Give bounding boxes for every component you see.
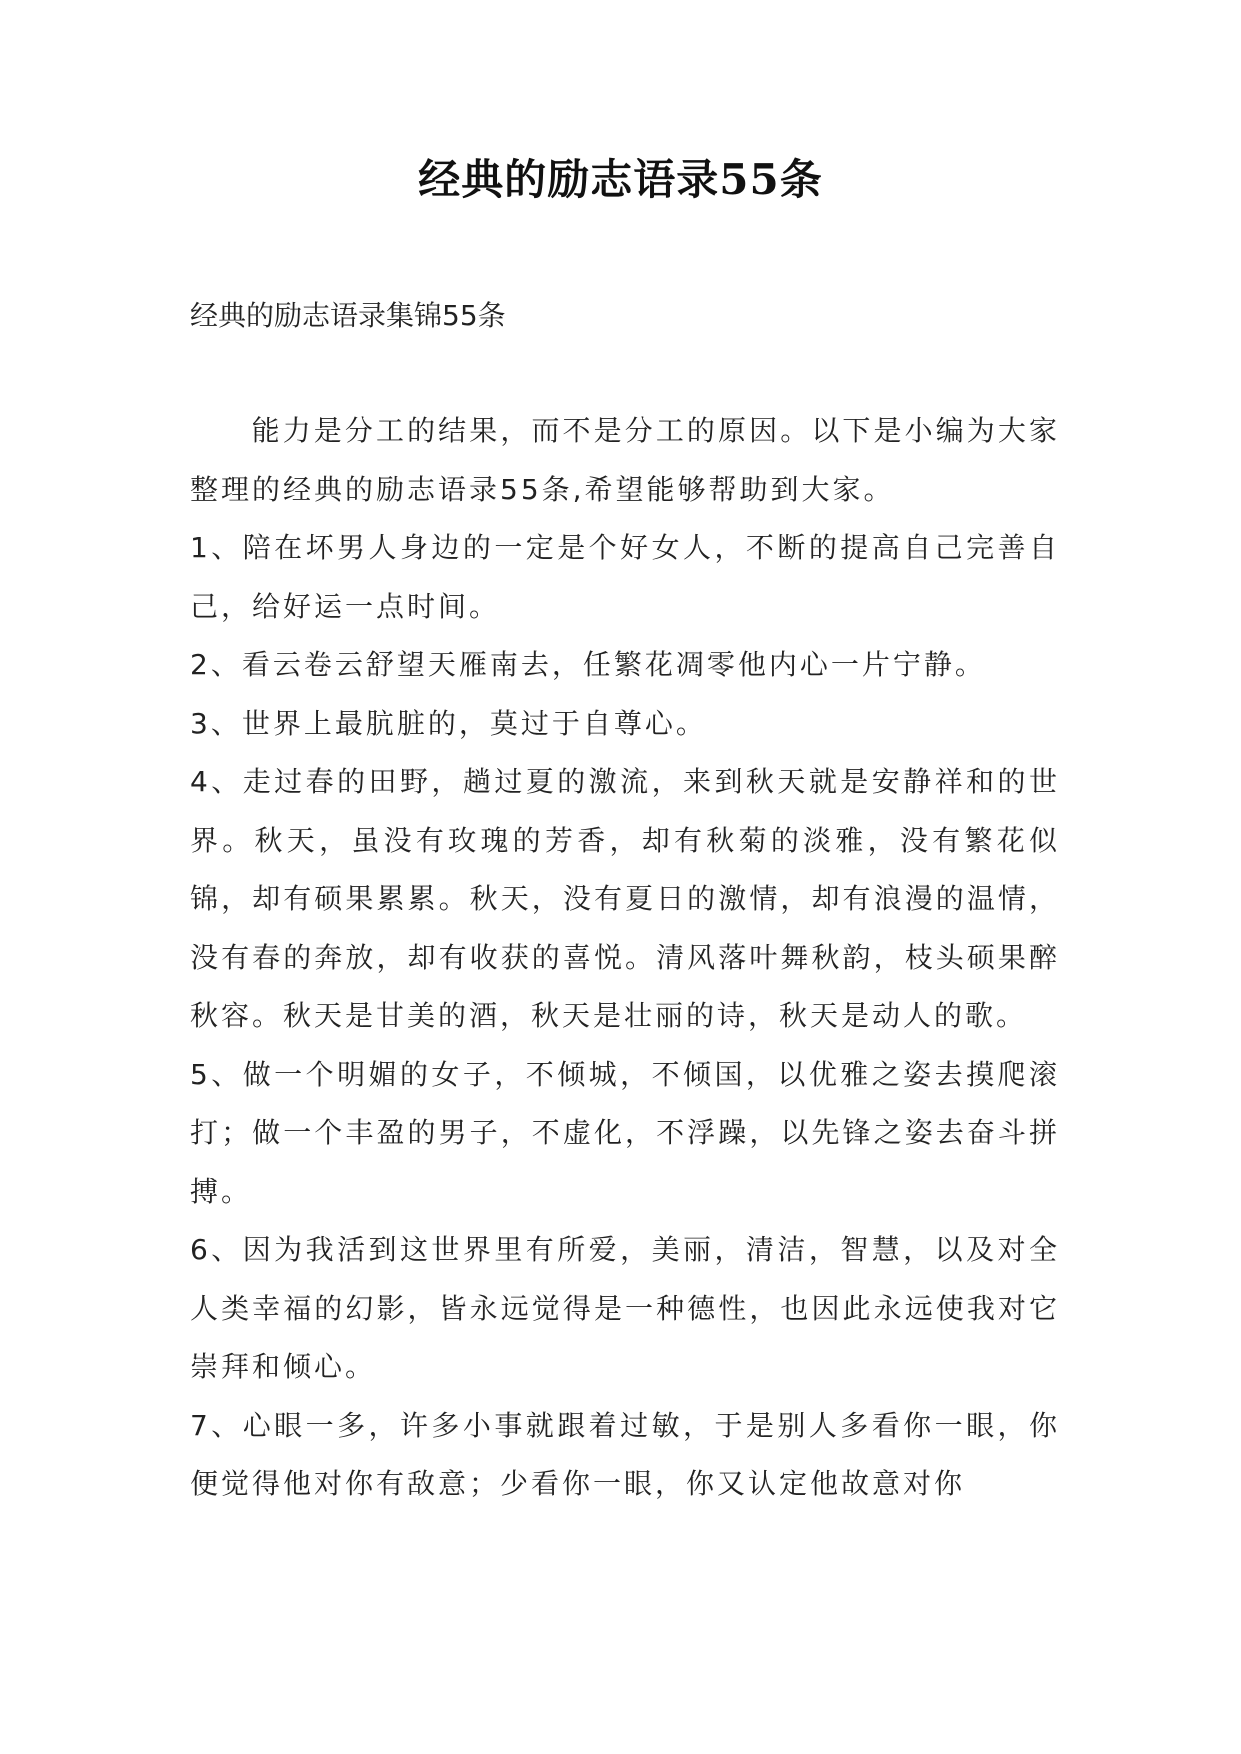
quote-paragraph-4: 4、走过春的田野，趟过夏的激流，来到秋天就是安静祥和的世界。秋天，虽没有玫瑰的芳香，却有秋菊的淡雅，没有繁花似锦，却有硕果累累。秋天，没有夏日的激情，却有浪漫的温情，没有春的奔放，却有收获的喜悦。清风落叶舞秋韵，枝头硕果醉秋容。秋天是甘美的酒，秋天是壮丽的诗，秋天是动人的歌。 <box>190 765 1060 1032</box>
quote-paragraph-7: 7、心眼一多，许多小事就跟着过敏，于是别人多看你一眼，你便觉得他对你有敌意；少看你一眼，你又认定他故意对你 <box>190 1408 1060 1500</box>
quote-paragraph-5: 5、做一个明媚的女子，不倾城，不倾国，以优雅之姿去摸爬滚打；做一个丰盈的男子，不虚化，不浮躁，以先锋之姿去奋斗拼搏。 <box>190 1057 1060 1208</box>
quote-paragraph-3: 3、世界上最肮脏的，莫过于自尊心。 <box>190 706 707 740</box>
quote-paragraph-6: 6、因为我活到这世界里有所爱，美丽，清洁，智慧，以及对全人类幸福的幻影，皆永远觉得是一种德性，也因此永远使我对它崇拜和倾心。 <box>190 1233 1060 1383</box>
document-body <box>190 402 1060 1514</box>
quote-paragraph-2: 2、看云卷云舒望天雁南去，任繁花凋零他内心一片宁静。 <box>190 648 986 681</box>
intro-paragraph: 能力是分工的结果，而不是分工的原因。以下是小编为大家整理的经典的励志语录55条,希望能够帮助到大家。 <box>190 414 1060 506</box>
document-title: 经典的励志语录55条 <box>418 155 823 204</box>
document-subtitle: 经典的励志语录集锦55条 <box>190 299 506 332</box>
quote-paragraph-1: 1、陪在坏男人身边的一定是个好女人，不断的提高自己完善自己，给好运一点时间。 <box>190 531 1060 623</box>
